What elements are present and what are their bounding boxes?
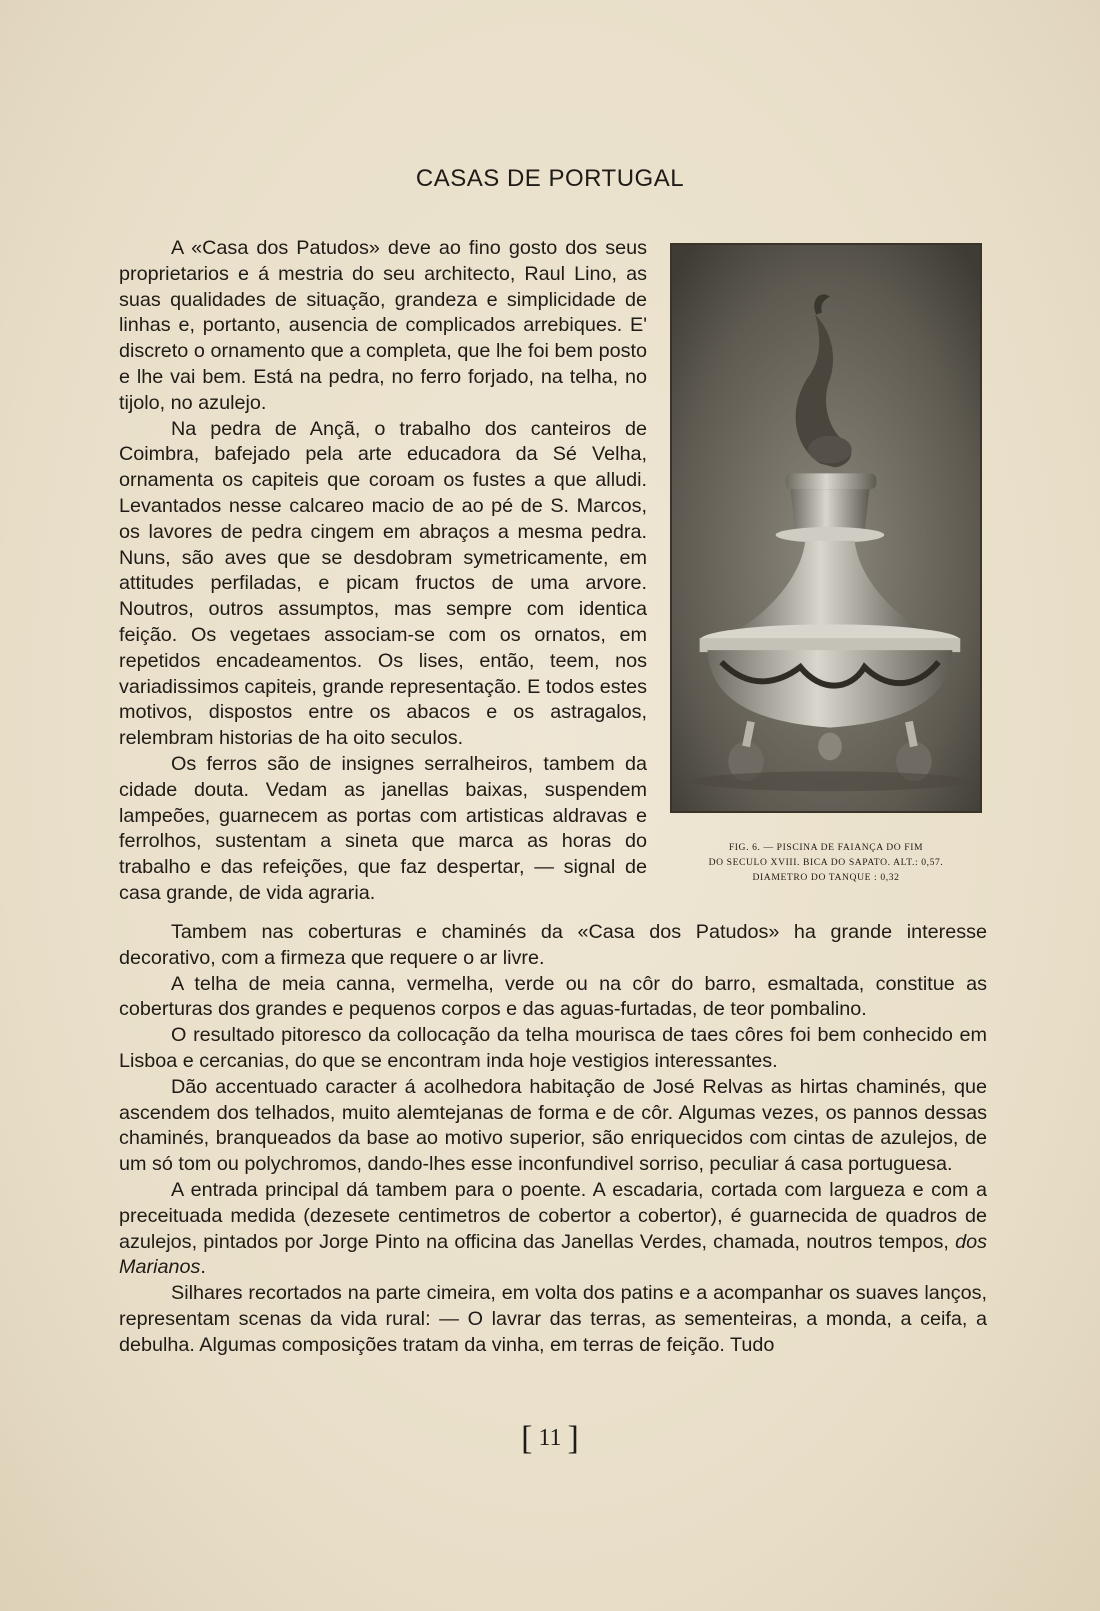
paragraph: Tambem nas coberturas e chaminés da «Casa dos Patudos» ha grande interesse decorativo, com a firmeza que requere o ar livre.: [119, 921, 987, 969]
figure-caption: [670, 840, 982, 885]
caption-line: DO SECULO XVIII. BICA DO SAPATO. ALT.: 0,57.: [708, 857, 944, 868]
text-full-width: [119, 920, 987, 1359]
paragraph: Os ferros são de insignes serralheiros, tambem da cidade douta. Vedam as janellas baixas, suspendem lampeões, guarnecem as portas com artisticas aldravas e ferrolhos, sustentam a sineta que marca as horas do trabalho e das refeições, que faz despertar, — signal de casa grande, de vida agraria.: [119, 752, 647, 904]
paragraph: A «Casa dos Patudos» deve ao fino gosto dos seus proprietarios e á mestria do seu architecto, Raul Lino, as suas qualidades de situação, grandeza e simplicidade de linhas e, portanto, ausencia de complicados arrebiques. E' discreto o ornamento que a completa, que lhe foi bem posto e lhe vai bem. Está na pedra, no ferro forjado, na telha, no tijolo, no azulejo.: [119, 237, 647, 414]
folio-bracket-close: ]: [567, 1420, 579, 1457]
page-number: [0, 1420, 1100, 1458]
paragraph: O resultado pitoresco da collocação da telha mourisca de taes côres foi bem conhecido em Lisboa e cercanias, do que se encontram inda hoje vestigios interessantes.: [119, 1024, 987, 1072]
caption-line: DIAMETRO DO TANQUE : 0,32: [752, 872, 900, 883]
paragraph-text: .: [200, 1256, 206, 1279]
paragraph-text: A entrada principal dá tambem para o poente. A escadaria, cortada com largueza e com a preceituada medida (dezesete centimetros de cobertor a cobertor), é guarnecida de quadros de azulejos, pintados por Jorge Pinto na officina das Janellas Verdes, chamada, noutros tempos,: [119, 1178, 987, 1253]
text-column: [119, 236, 647, 907]
paragraph: Dão accentuado caracter á acolhedora habitação de José Relvas as hirtas chaminés, que ascendem dos telhados, muito alemtejanas de forma e de côr. Algumas vezes, os pannos dessas chaminés, branqueados da base ao motivo superior, são enriquecidos com cintas de azulejos, de um só tom ou polychromos, dando-lhes esse inconfundivel sorriso, peculiar á casa portuguesa.: [119, 1075, 987, 1176]
paragraph: A telha de meia canna, vermelha, verde ou na côr do barro, esmaltada, constitue as coberturas dos grandes e pequenos corpos e das aguas-furtadas, de teor pombalino.: [119, 972, 987, 1021]
folio-number: 11: [538, 1425, 562, 1451]
paragraph: [119, 1178, 987, 1281]
faience-fountain-illustration: [672, 245, 980, 811]
paragraph: Silhares recortados na parte cimeira, em volta dos patins e a acompanhar os suaves lanços, representam scenas da vida rural: — O lavrar das terras, as sementeiras, a monda, a ceifa, a debulha. Algumas composições tratam da vinha, em terras de feição. Tudo: [119, 1282, 987, 1356]
italic-text: dos Marianos: [119, 1230, 987, 1279]
paragraph: Na pedra de Ançã, o trabalho dos canteiros de Coimbra, bafejado pela arte educadora da Sé Velha, ornamenta os capiteis que coroam os fustes a que alludi. Levantados nesse calcareo macio de ao pé de S. Marcos, os lavores de pedra cingem em abraços a mesma pedra. Nuns, são aves que se desdobram symetricamente, em attitudes perfiladas, e picam fructos de uma arvore. Noutros, outros assumptos, mas sempre com identica feição. Os vegetaes associam-se com os ornatos, em repetidos encadeamentos. Os lises, então, teem, nos variadissimos capiteis, grande representação. E todos estes motivos, dispostos entre os abacos e os astragalos, relembram historias de ha oito seculos.: [119, 417, 647, 750]
figure-image: [670, 243, 982, 813]
caption-line: FIG. 6. — PISCINA DE FAIANÇA DO FIM: [728, 842, 924, 853]
folio-bracket-open: [: [521, 1420, 533, 1457]
running-head: CASAS DE PORTUGAL: [415, 165, 685, 192]
